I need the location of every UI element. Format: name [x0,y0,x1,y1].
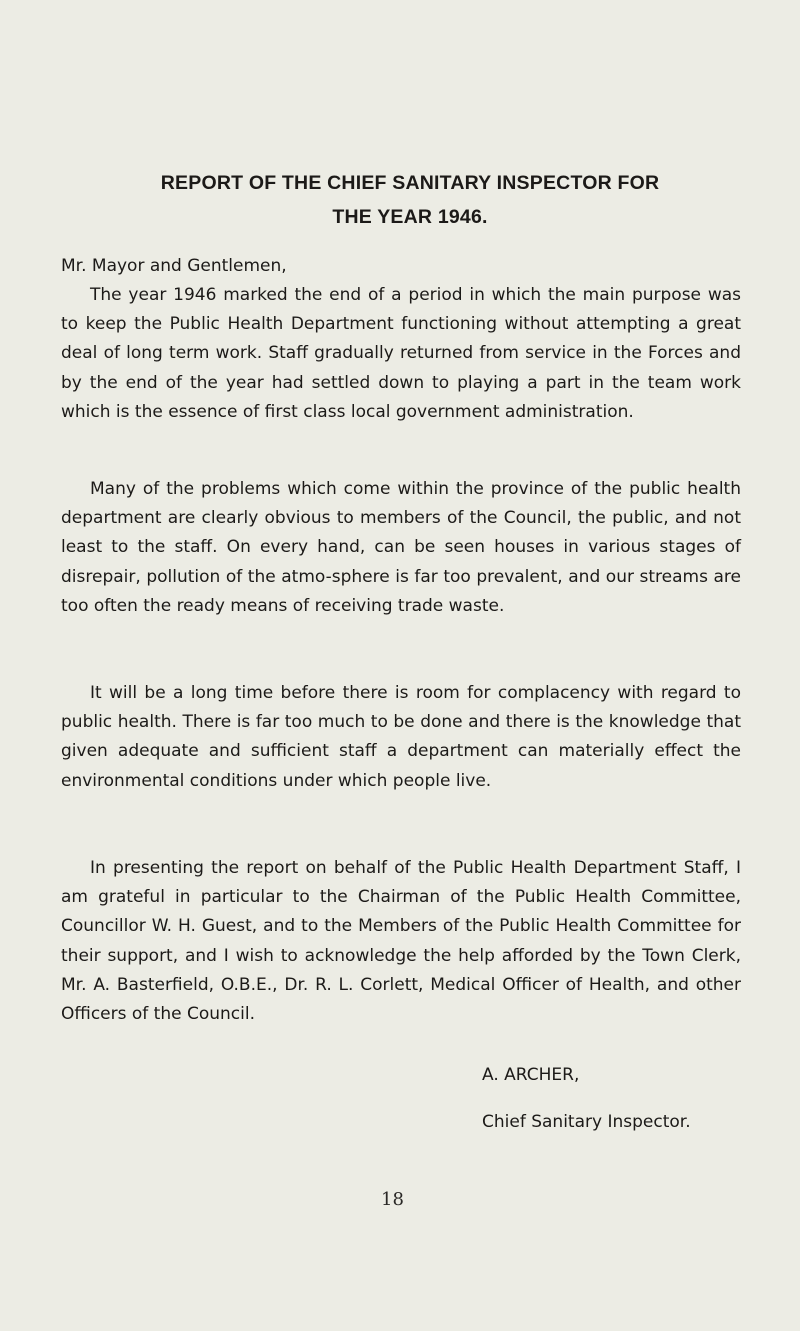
paragraph-1: The year 1946 marked the end of a period in which the main purpose was to keep the Public Health Department functioning without attempting a great deal of long term work. Staff gradually returned from service in the Forces and by the end of the year had settled down to playing a part in the team work which is the essence of first class local government administration. [61,285,741,422]
signature-name: A. ARCHER, [482,1065,580,1085]
paragraph-2: Many of the problems which come within the province of the public health department are clearly obvious to members of the Council, the public, and not least to the staff. On every hand, can be seen houses in various stages of disrepair, pollution of the atmo-sphere is far too prevalent, and our streams are too often the ready means of receiving trade waste. [61,479,741,616]
paragraph-4: In presenting the report on behalf of the Public Health Department Staff, I am grateful in particular to the Chairman of the Public Health Committee, Councillor W. H. Guest, and to the Members of the Public Health Committee for their support, and I wish to acknowledge the help afforded by the Town Clerk, Mr. A. Basterfield, O.B.E., Dr. R. L. Corlett, Medical Officer of Health, and other Officers of the Council. [61,858,741,1025]
report-title-line-1: REPORT OF THE CHIEF SANITARY INSPECTOR FOR [160,172,660,194]
report-title-line-2: THE YEAR 1946. [332,206,488,228]
paragraph-3: It will be a long time before there is room for complacency with regard to public health. There is far too much to be done and there is the knowledge that given adequate and sufficient staff a department can materially effect the environmental conditions under which people live. [61,683,741,791]
signature-title: Chief Sanitary Inspector. [482,1112,691,1132]
page-number: 18 [381,1189,404,1210]
salutation: Mr. Mayor and Gentlemen, [61,256,287,276]
